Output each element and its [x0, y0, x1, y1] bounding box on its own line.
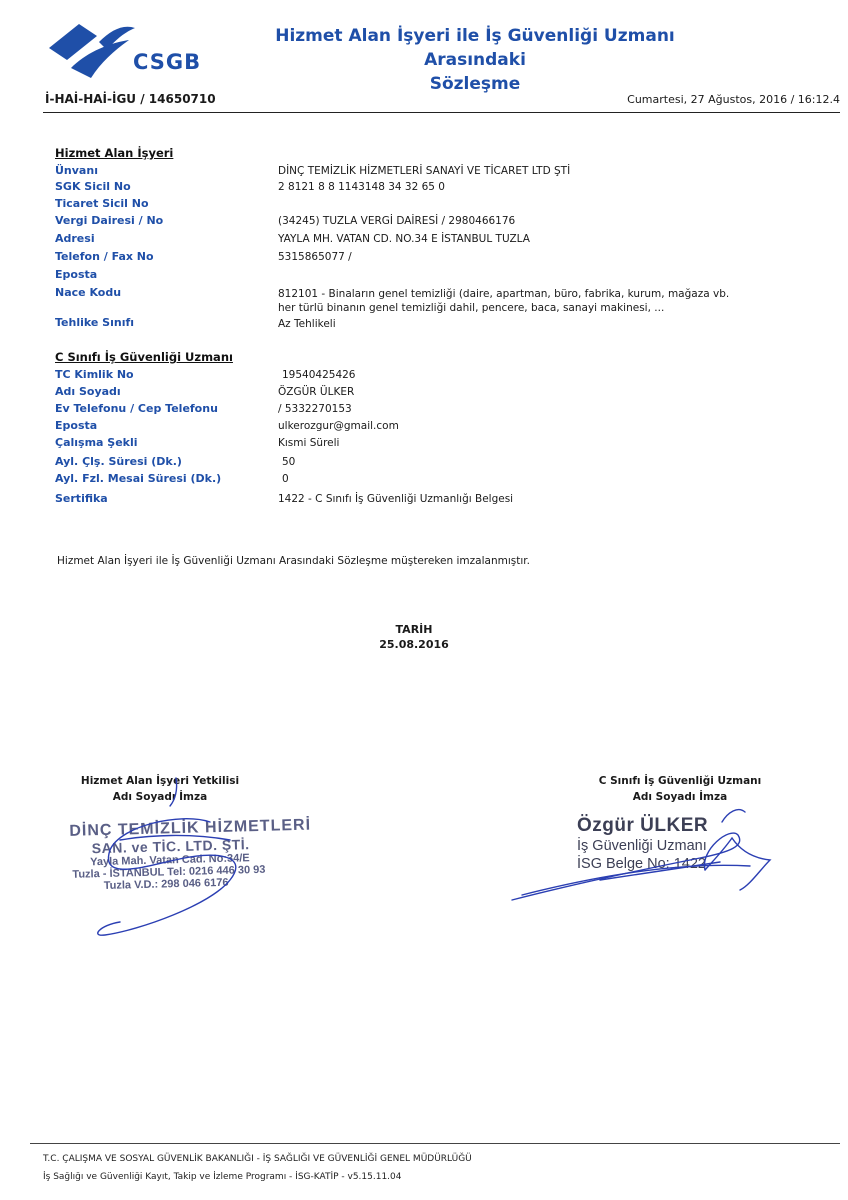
specialist-label-work-type: Çalışma Şekli [55, 436, 138, 449]
footer-line-1: T.C. ÇALIŞMA VE SOSYAL GÜVENLİK BAKANLIĞI - İŞ SAĞLIĞI VE GÜVENLİĞİ GENEL MÜDÜRLÜĞÜ [43, 1154, 472, 1164]
title-line-1: Hizmet Alan İşyeri ile İş Güvenliği Uzmanı Arasındaki [275, 26, 675, 70]
title-line-2: Sözleşme [429, 74, 521, 94]
specialist-signature-title: C Sınıfı İş Güvenliği Uzmanı [598, 775, 762, 787]
specialist-value-monthly-work: 50 [282, 456, 296, 468]
employer-label-address: Adresi [55, 232, 95, 245]
specialist-section-title: C Sınıfı İş Güvenliği Uzmanı [55, 350, 233, 364]
employer-value-sgk: 2 8121 8 8 1143148 34 32 65 0 [278, 181, 445, 193]
specialist-stamp [577, 815, 708, 873]
specialist-signature-heading [585, 773, 775, 805]
specialist-value-name: ÖZGÜR ÜLKER [278, 386, 355, 398]
footer-divider [30, 1143, 840, 1144]
specialist-label-certificate: Sertifika [55, 492, 108, 505]
specialist-value-phone: / 5332270153 [278, 403, 352, 415]
employer-value-phone: 5315865077 / [278, 251, 352, 263]
employer-label-tax: Vergi Dairesi / No [55, 214, 164, 227]
specialist-stamp-line-2: İş Güvenliği Uzmanı [577, 838, 707, 854]
company-stamp-line-4: Tuzla - İSTANBUL Tel: 0216 446 30 93 [72, 863, 266, 881]
specialist-label-name: Adı Soyadı [55, 385, 121, 398]
logo-text: CSGB [133, 50, 202, 74]
employer-label-nace: Nace Kodu [55, 286, 122, 299]
company-stamp-line-5: Tuzla V.D.: 298 046 6176 [103, 876, 229, 893]
specialist-label-email: Eposta [55, 419, 98, 432]
employer-value-tax: (34245) TUZLA VERGİ DAİRESİ / 2980466176 [278, 215, 516, 227]
specialist-signature-subtitle: Adı Soyadı İmza [632, 791, 728, 803]
signature-statement: Hizmet Alan İşyeri ile İş Güvenliği Uzmanı Arasındaki Sözleşme müştereken imzalanmıştır. [57, 555, 530, 567]
specialist-value-overtime: 0 [282, 473, 289, 485]
employer-signature-heading [60, 773, 260, 805]
specialist-label-tc: TC Kimlik No [55, 368, 134, 381]
document-code: İ-HAİ-HAİ-İGU / 14650710 [45, 92, 216, 106]
document-title [230, 24, 720, 96]
specialist-label-phone: Ev Telefonu / Cep Telefonu [55, 402, 218, 415]
specialist-label-overtime: Ayl. Fzl. Mesai Süresi (Dk.) [55, 472, 222, 485]
footer-line-2: İş Sağlığı ve Güvenliği Kayıt, Takip ve İzleme Programı - İSG-KATİP - v5.15.11.04 [43, 1172, 402, 1182]
date-value: 25.08.2016 [379, 638, 449, 651]
company-stamp-line-3: Yayla Mah. Vatan Cad. No:34/E [90, 852, 250, 869]
company-stamp-line-2: SAN. ve TİC. LTD. ŞTİ. [91, 836, 250, 857]
specialist-label-monthly-work: Ayl. Çlş. Süresi (Dk.) [55, 455, 182, 468]
header-divider [43, 112, 840, 113]
specialist-value-tc: 19540425426 [282, 369, 356, 381]
specialist-stamp-line-3: İSG Belge No: 1422 [577, 856, 706, 872]
company-stamp-line-1: DİNÇ TEMİZLİK HİZMETLERİ [69, 816, 312, 840]
company-stamp [69, 816, 312, 893]
specialist-value-email: ulkerozgur@gmail.com [278, 420, 399, 432]
employer-value-hazard: Az Tehlikeli [278, 318, 336, 330]
employer-label-email: Eposta [55, 268, 98, 281]
employer-value-title: DİNÇ TEMİZLİK HİZMETLERİ SANAYİ VE TİCARET LTD ŞTİ [278, 165, 571, 177]
employer-label-sgk: SGK Sicil No [55, 180, 131, 193]
date-label: TARİH [395, 623, 433, 636]
document-date: Cumartesi, 27 Ağustos, 2016 / 16:12.4 [627, 93, 840, 106]
employer-value-nace: 812101 - Binaların genel temizliği (daire, apartman, büro, fabrika, kurum, mağaza vb. her türlü binanın genel temizliği dahil, pencere, baca, sanayi makinesi, ... [278, 288, 730, 314]
employer-label-title: Ünvanı [55, 164, 98, 177]
specialist-value-work-type: Kısmi Süreli [278, 437, 340, 449]
employer-signature-subtitle: Adı Soyadı İmza [112, 791, 208, 803]
employer-value-address: YAYLA MH. VATAN CD. NO.34 E İSTANBUL TUZLA [278, 233, 530, 245]
specialist-value-certificate: 1422 - C Sınıfı İş Güvenliği Uzmanlığı Belgesi [278, 493, 514, 505]
employer-section-title: Hizmet Alan İşyeri [55, 146, 174, 160]
employer-label-hazard: Tehlike Sınıfı [55, 316, 135, 329]
specialist-stamp-line-1: Özgür ÜLKER [577, 815, 709, 836]
employer-label-trade-registry: Ticaret Sicil No [55, 197, 149, 210]
employer-signature-title: Hizmet Alan İşyeri Yetkilisi [80, 775, 240, 787]
employer-label-phone: Telefon / Fax No [55, 250, 154, 263]
